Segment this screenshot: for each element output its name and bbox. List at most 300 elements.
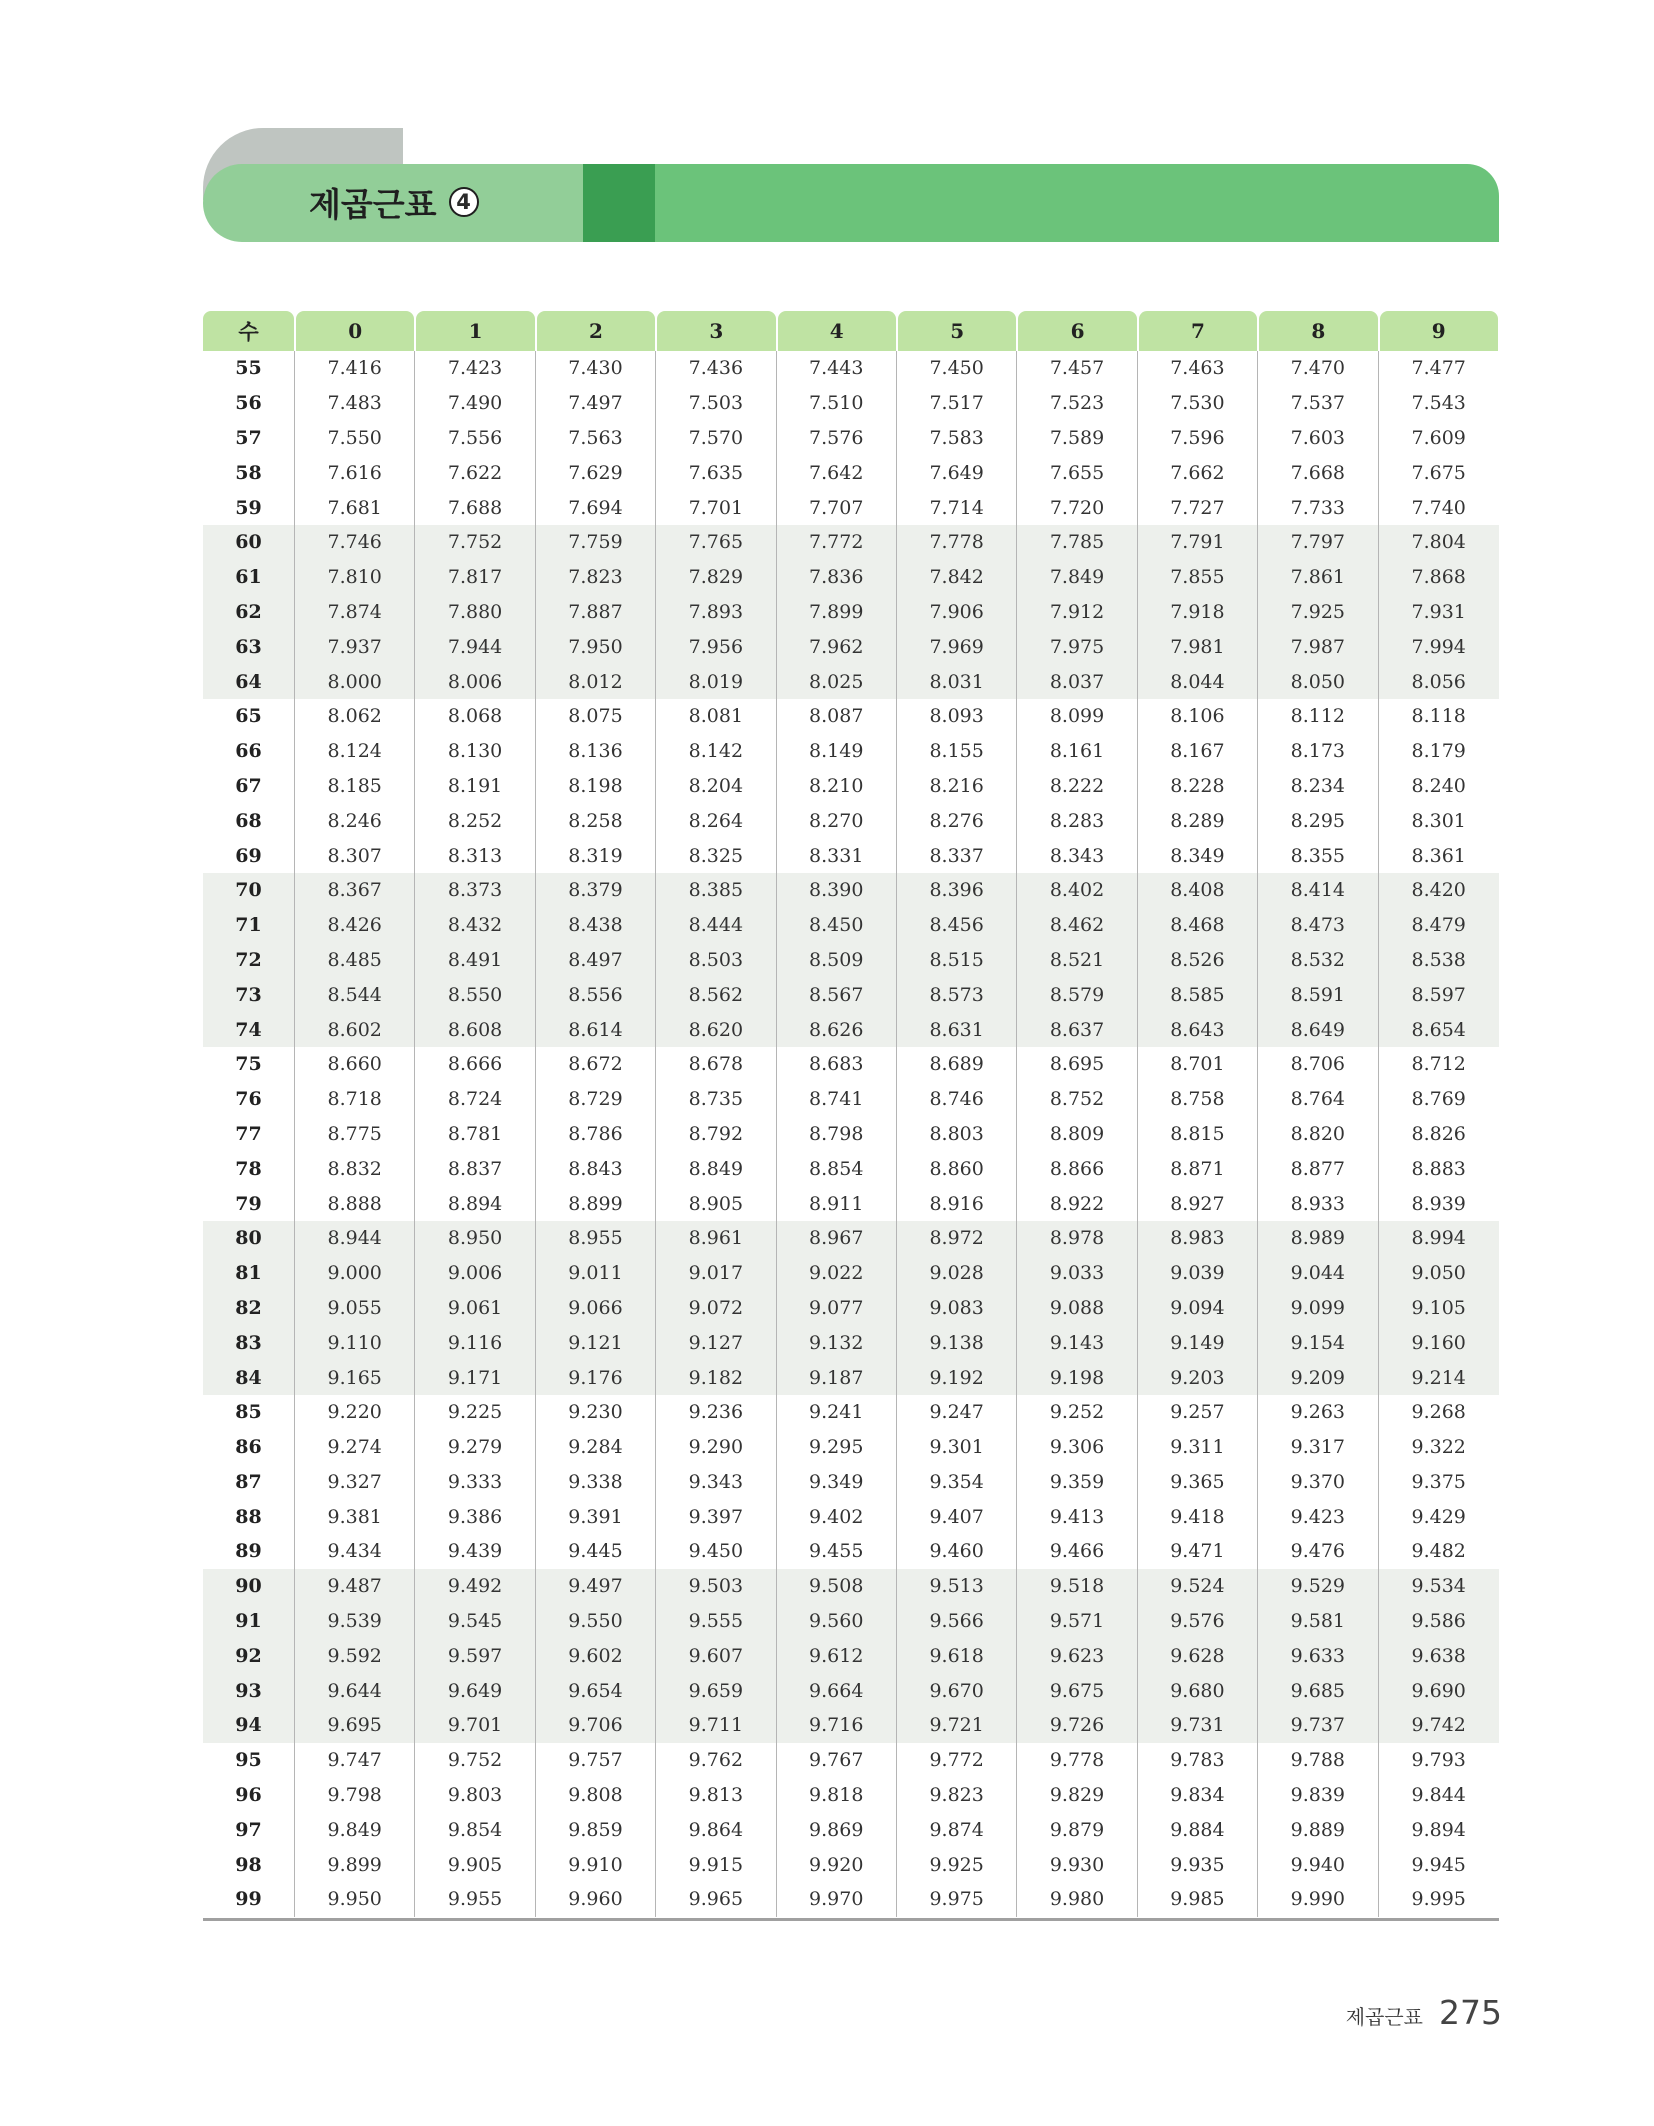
value-cell: 8.521 bbox=[1017, 943, 1137, 978]
value-cell: 8.325 bbox=[656, 838, 776, 873]
value-cell: 8.087 bbox=[777, 699, 897, 734]
value-cell: 8.741 bbox=[777, 1082, 897, 1117]
value-cell: 8.307 bbox=[295, 838, 415, 873]
value-cell: 8.000 bbox=[295, 664, 415, 699]
value-cell: 8.432 bbox=[415, 908, 535, 943]
value-cell: 9.638 bbox=[1379, 1638, 1499, 1673]
value-cell: 8.579 bbox=[1017, 977, 1137, 1012]
value-cell: 8.240 bbox=[1411, 774, 1466, 797]
value-cell: 8.124 bbox=[295, 734, 415, 769]
value-cell: 7.931 bbox=[1379, 595, 1499, 630]
value-cell: 8.246 bbox=[295, 803, 415, 838]
value-cell: 7.918 bbox=[1138, 595, 1258, 630]
value-cell: 9.788 bbox=[1258, 1743, 1378, 1778]
value-cell: 9.685 bbox=[1258, 1673, 1378, 1708]
value-cell: 9.818 bbox=[777, 1778, 897, 1813]
value-cell: 8.746 bbox=[897, 1082, 1017, 1117]
value-cell: 8.037 bbox=[1017, 664, 1137, 699]
value-cell: 9.980 bbox=[1017, 1882, 1137, 1917]
value-cell: 9.110 bbox=[295, 1325, 415, 1360]
value-cell: 9.726 bbox=[1017, 1708, 1137, 1743]
value-cell: 7.550 bbox=[295, 421, 415, 456]
value-cell: 8.349 bbox=[1138, 838, 1258, 873]
value-cell: 8.820 bbox=[1258, 1117, 1378, 1152]
value-cell: 7.893 bbox=[656, 595, 776, 630]
value-cell: 8.649 bbox=[1258, 1012, 1378, 1047]
value-cell: 7.733 bbox=[1258, 490, 1378, 525]
value-cell: 7.655 bbox=[1017, 455, 1137, 490]
value-cell: 9.747 bbox=[295, 1743, 415, 1778]
value-cell: 9.132 bbox=[777, 1325, 897, 1360]
value-cell: 8.468 bbox=[1138, 908, 1258, 943]
value-cell: 9.612 bbox=[777, 1638, 897, 1673]
value-cell: 9.762 bbox=[656, 1743, 776, 1778]
value-cell: 8.967 bbox=[777, 1221, 897, 1256]
value-cell: 7.609 bbox=[1411, 426, 1466, 449]
value-cell: 8.597 bbox=[1379, 977, 1499, 1012]
value-cell: 8.815 bbox=[1138, 1117, 1258, 1152]
value-cell: 8.106 bbox=[1138, 699, 1258, 734]
value-cell: 8.019 bbox=[656, 664, 776, 699]
value-cell: 9.116 bbox=[415, 1325, 535, 1360]
value-cell: 7.570 bbox=[656, 421, 776, 456]
value-cell: 8.608 bbox=[415, 1012, 535, 1047]
value-cell: 8.343 bbox=[1017, 838, 1137, 873]
value-cell: 7.937 bbox=[295, 629, 415, 664]
row-number-cell: 68 bbox=[203, 803, 295, 838]
value-cell: 9.268 bbox=[1411, 1401, 1466, 1424]
value-cell: 9.290 bbox=[656, 1430, 776, 1465]
value-cell: 8.062 bbox=[295, 699, 415, 734]
value-cell: 7.483 bbox=[295, 386, 415, 421]
value-cell: 9.721 bbox=[897, 1708, 1017, 1743]
value-cell: 7.490 bbox=[415, 386, 535, 421]
value-cell: 8.408 bbox=[1138, 873, 1258, 908]
row-number-cell: 76 bbox=[203, 1082, 295, 1117]
value-cell: 9.165 bbox=[295, 1360, 415, 1395]
value-cell: 9.354 bbox=[897, 1465, 1017, 1500]
value-cell: 8.922 bbox=[1017, 1186, 1137, 1221]
value-cell: 8.712 bbox=[1411, 1053, 1466, 1076]
value-cell: 7.707 bbox=[777, 490, 897, 525]
value-cell: 9.418 bbox=[1138, 1499, 1258, 1534]
value-cell: 9.413 bbox=[1017, 1499, 1137, 1534]
value-cell: 9.874 bbox=[897, 1812, 1017, 1847]
value-cell: 9.894 bbox=[1411, 1818, 1466, 1841]
value-cell: 8.479 bbox=[1379, 908, 1499, 943]
value-cell: 8.706 bbox=[1258, 1047, 1378, 1082]
value-cell: 8.161 bbox=[1017, 734, 1137, 769]
value-cell: 7.829 bbox=[656, 560, 776, 595]
value-cell: 8.056 bbox=[1379, 664, 1499, 699]
row-number-cell: 74 bbox=[203, 1012, 295, 1047]
value-cell: 7.791 bbox=[1138, 525, 1258, 560]
row-number-cell: 62 bbox=[203, 595, 295, 630]
value-cell: 9.524 bbox=[1138, 1569, 1258, 1604]
value-cell: 8.258 bbox=[536, 803, 656, 838]
value-cell: 7.849 bbox=[1017, 560, 1137, 595]
row-number-cell: 93 bbox=[203, 1673, 295, 1708]
value-cell: 9.236 bbox=[656, 1395, 776, 1430]
value-cell: 8.654 bbox=[1379, 1012, 1499, 1047]
value-cell: 9.359 bbox=[1017, 1465, 1137, 1500]
value-cell: 8.532 bbox=[1258, 943, 1378, 978]
value-cell: 8.444 bbox=[656, 908, 776, 943]
value-cell: 8.905 bbox=[656, 1186, 776, 1221]
value-cell: 8.626 bbox=[777, 1012, 897, 1047]
value-cell: 8.678 bbox=[656, 1047, 776, 1082]
value-cell: 8.283 bbox=[1017, 803, 1137, 838]
value-cell: 7.855 bbox=[1138, 560, 1258, 595]
value-cell: 9.550 bbox=[536, 1604, 656, 1639]
value-cell: 7.880 bbox=[415, 595, 535, 630]
value-cell: 8.234 bbox=[1258, 769, 1378, 804]
value-cell: 8.136 bbox=[536, 734, 656, 769]
value-cell: 8.319 bbox=[536, 838, 656, 873]
value-cell: 7.563 bbox=[536, 421, 656, 456]
value-cell: 9.772 bbox=[897, 1743, 1017, 1778]
value-cell: 7.975 bbox=[1017, 629, 1137, 664]
value-cell: 7.576 bbox=[777, 421, 897, 456]
value-cell: 8.550 bbox=[415, 977, 535, 1012]
value-cell: 9.706 bbox=[536, 1708, 656, 1743]
value-cell: 9.849 bbox=[295, 1812, 415, 1847]
value-cell: 9.813 bbox=[656, 1778, 776, 1813]
value-cell: 9.072 bbox=[656, 1291, 776, 1326]
value-cell: 9.241 bbox=[777, 1395, 897, 1430]
value-cell: 9.423 bbox=[1258, 1499, 1378, 1534]
value-cell: 7.969 bbox=[897, 629, 1017, 664]
value-cell: 9.301 bbox=[897, 1430, 1017, 1465]
value-cell: 8.044 bbox=[1138, 664, 1258, 699]
value-cell: 8.660 bbox=[295, 1047, 415, 1082]
page-footer bbox=[1346, 1993, 1502, 2032]
value-cell: 9.985 bbox=[1138, 1882, 1258, 1917]
value-cell: 7.477 bbox=[1411, 357, 1466, 380]
row-number-cell: 83 bbox=[203, 1325, 295, 1360]
value-cell: 8.462 bbox=[1017, 908, 1137, 943]
value-cell: 9.742 bbox=[1379, 1708, 1499, 1743]
value-cell: 9.203 bbox=[1138, 1360, 1258, 1395]
value-cell: 9.864 bbox=[656, 1812, 776, 1847]
value-cell: 8.955 bbox=[536, 1221, 656, 1256]
value-cell: 8.809 bbox=[1017, 1117, 1137, 1152]
value-cell: 8.602 bbox=[295, 1012, 415, 1047]
value-cell: 9.386 bbox=[415, 1499, 535, 1534]
value-cell: 9.539 bbox=[295, 1604, 415, 1639]
value-cell: 8.689 bbox=[897, 1047, 1017, 1082]
value-cell: 9.247 bbox=[897, 1395, 1017, 1430]
value-cell: 9.333 bbox=[415, 1465, 535, 1500]
value-cell: 8.068 bbox=[415, 699, 535, 734]
value-cell: 7.785 bbox=[1017, 525, 1137, 560]
value-cell: 8.911 bbox=[777, 1186, 897, 1221]
row-number-cell: 66 bbox=[203, 734, 295, 769]
value-cell: 9.209 bbox=[1258, 1360, 1378, 1395]
value-cell: 8.631 bbox=[897, 1012, 1017, 1047]
value-cell: 8.899 bbox=[536, 1186, 656, 1221]
value-cell: 9.586 bbox=[1379, 1604, 1499, 1639]
value-cell: 9.879 bbox=[1017, 1812, 1137, 1847]
value-cell: 9.975 bbox=[897, 1882, 1017, 1917]
row-number-cell: 85 bbox=[203, 1395, 295, 1430]
value-cell: 8.456 bbox=[897, 908, 1017, 943]
row-number-cell: 70 bbox=[203, 873, 295, 908]
value-cell: 9.778 bbox=[1017, 1743, 1137, 1778]
value-cell: 8.775 bbox=[295, 1117, 415, 1152]
value-cell: 9.581 bbox=[1258, 1604, 1378, 1639]
value-cell: 9.138 bbox=[897, 1325, 1017, 1360]
value-cell: 9.466 bbox=[1017, 1534, 1137, 1569]
column-header: 4 bbox=[778, 311, 896, 351]
value-cell: 7.772 bbox=[777, 525, 897, 560]
value-cell: 7.694 bbox=[536, 490, 656, 525]
value-cell: 9.839 bbox=[1258, 1778, 1378, 1813]
value-cell: 9.940 bbox=[1258, 1847, 1378, 1882]
value-cell: 9.915 bbox=[656, 1847, 776, 1882]
value-cell: 9.834 bbox=[1138, 1778, 1258, 1813]
value-cell: 9.592 bbox=[295, 1638, 415, 1673]
value-cell: 7.842 bbox=[897, 560, 1017, 595]
value-cell: 9.869 bbox=[777, 1812, 897, 1847]
value-cell: 9.225 bbox=[415, 1395, 535, 1430]
value-cell: 9.455 bbox=[777, 1534, 897, 1569]
value-cell: 7.868 bbox=[1379, 560, 1499, 595]
value-cell: 8.701 bbox=[1138, 1047, 1258, 1082]
value-cell: 7.517 bbox=[897, 386, 1017, 421]
value-cell: 7.668 bbox=[1258, 455, 1378, 490]
value-cell: 9.737 bbox=[1258, 1708, 1378, 1743]
value-cell: 9.295 bbox=[777, 1430, 897, 1465]
row-number-cell: 67 bbox=[203, 769, 295, 804]
value-cell: 9.391 bbox=[536, 1499, 656, 1534]
value-cell: 9.039 bbox=[1138, 1256, 1258, 1291]
value-cell: 9.105 bbox=[1379, 1291, 1499, 1326]
value-cell: 9.327 bbox=[295, 1465, 415, 1500]
page-title-text: 제곱근표 bbox=[309, 184, 437, 224]
value-cell: 9.094 bbox=[1138, 1291, 1258, 1326]
value-cell: 8.355 bbox=[1258, 838, 1378, 873]
value-cell: 9.965 bbox=[656, 1882, 776, 1917]
value-cell: 8.860 bbox=[897, 1151, 1017, 1186]
value-cell: 8.396 bbox=[897, 873, 1017, 908]
value-cell: 9.854 bbox=[415, 1812, 535, 1847]
row-number-cell: 99 bbox=[203, 1882, 295, 1917]
value-cell: 9.274 bbox=[295, 1430, 415, 1465]
value-cell: 8.562 bbox=[656, 977, 776, 1012]
value-cell: 9.088 bbox=[1017, 1291, 1137, 1326]
value-cell: 7.450 bbox=[897, 351, 1017, 386]
value-cell: 8.666 bbox=[415, 1047, 535, 1082]
row-number-cell: 59 bbox=[203, 490, 295, 525]
value-cell: 8.843 bbox=[536, 1151, 656, 1186]
value-cell: 8.944 bbox=[295, 1221, 415, 1256]
value-cell: 9.487 bbox=[295, 1569, 415, 1604]
value-cell: 8.414 bbox=[1258, 873, 1378, 908]
value-cell: 8.331 bbox=[777, 838, 897, 873]
row-number-cell: 80 bbox=[203, 1221, 295, 1256]
row-number-cell: 69 bbox=[203, 838, 295, 873]
value-cell: 9.311 bbox=[1138, 1430, 1258, 1465]
value-cell: 9.214 bbox=[1379, 1360, 1499, 1395]
value-cell: 7.701 bbox=[656, 490, 776, 525]
section-banner bbox=[203, 128, 1499, 242]
value-cell: 9.654 bbox=[536, 1673, 656, 1708]
value-cell: 8.012 bbox=[536, 664, 656, 699]
value-cell: 8.473 bbox=[1258, 908, 1378, 943]
footer-label: 제곱근표 bbox=[1345, 2005, 1423, 2029]
value-cell: 7.759 bbox=[536, 525, 656, 560]
value-cell: 9.083 bbox=[897, 1291, 1017, 1326]
value-cell: 7.887 bbox=[536, 595, 656, 630]
value-cell: 9.664 bbox=[777, 1673, 897, 1708]
value-cell: 8.373 bbox=[415, 873, 535, 908]
value-cell: 9.680 bbox=[1138, 1673, 1258, 1708]
value-cell: 8.112 bbox=[1258, 699, 1378, 734]
row-number-cell: 64 bbox=[203, 664, 295, 699]
value-cell: 8.179 bbox=[1411, 740, 1466, 763]
section-number-badge: 4 bbox=[449, 187, 479, 217]
value-cell: 8.515 bbox=[897, 943, 1017, 978]
value-cell: 9.397 bbox=[656, 1499, 776, 1534]
value-cell: 9.022 bbox=[777, 1256, 897, 1291]
value-cell: 8.025 bbox=[777, 664, 897, 699]
value-cell: 8.050 bbox=[1258, 664, 1378, 699]
value-cell: 9.182 bbox=[656, 1360, 776, 1395]
value-cell: 8.173 bbox=[1258, 734, 1378, 769]
value-cell: 8.916 bbox=[897, 1186, 1017, 1221]
value-cell: 8.752 bbox=[1017, 1082, 1137, 1117]
value-cell: 8.252 bbox=[415, 803, 535, 838]
value-cell: 8.544 bbox=[295, 977, 415, 1012]
value-cell: 9.560 bbox=[777, 1604, 897, 1639]
value-cell: 8.185 bbox=[295, 769, 415, 804]
value-cell: 9.044 bbox=[1258, 1256, 1378, 1291]
column-header: 7 bbox=[1139, 311, 1257, 351]
value-cell: 9.011 bbox=[536, 1256, 656, 1291]
value-cell: 9.910 bbox=[536, 1847, 656, 1882]
value-cell: 7.470 bbox=[1258, 351, 1378, 386]
value-cell: 8.222 bbox=[1017, 769, 1137, 804]
value-cell: 9.066 bbox=[536, 1291, 656, 1326]
value-cell: 8.983 bbox=[1138, 1221, 1258, 1256]
value-cell: 9.935 bbox=[1138, 1847, 1258, 1882]
value-cell: 8.301 bbox=[1411, 809, 1466, 832]
row-number-cell: 97 bbox=[203, 1812, 295, 1847]
row-number-cell: 77 bbox=[203, 1117, 295, 1152]
value-cell: 7.944 bbox=[415, 629, 535, 664]
value-cell: 7.510 bbox=[777, 386, 897, 421]
value-cell: 8.591 bbox=[1258, 977, 1378, 1012]
value-cell: 8.994 bbox=[1379, 1221, 1499, 1256]
table-bottom-rule bbox=[203, 1918, 1499, 1921]
value-cell: 8.729 bbox=[536, 1082, 656, 1117]
value-cell: 8.420 bbox=[1379, 873, 1499, 908]
value-cell: 7.861 bbox=[1258, 560, 1378, 595]
value-cell: 9.695 bbox=[295, 1708, 415, 1743]
value-cell: 8.792 bbox=[656, 1117, 776, 1152]
value-cell: 8.832 bbox=[295, 1151, 415, 1186]
banner-accent-block bbox=[583, 164, 655, 242]
value-cell: 7.583 bbox=[897, 421, 1017, 456]
value-cell: 9.497 bbox=[536, 1569, 656, 1604]
row-number-cell: 71 bbox=[203, 908, 295, 943]
value-cell: 8.198 bbox=[536, 769, 656, 804]
value-cell: 7.662 bbox=[1138, 455, 1258, 490]
value-cell: 8.191 bbox=[415, 769, 535, 804]
value-cell: 8.883 bbox=[1411, 1157, 1466, 1180]
value-cell: 8.978 bbox=[1017, 1221, 1137, 1256]
value-cell: 9.945 bbox=[1411, 1853, 1466, 1876]
value-cell: 8.450 bbox=[777, 908, 897, 943]
value-cell: 8.270 bbox=[777, 803, 897, 838]
value-cell: 7.603 bbox=[1258, 421, 1378, 456]
value-cell: 9.252 bbox=[1017, 1395, 1137, 1430]
row-number-cell: 88 bbox=[203, 1499, 295, 1534]
row-number-cell: 73 bbox=[203, 977, 295, 1012]
value-cell: 7.463 bbox=[1138, 351, 1258, 386]
row-number-cell: 96 bbox=[203, 1778, 295, 1813]
row-number-cell: 55 bbox=[203, 351, 295, 386]
value-cell: 7.981 bbox=[1138, 629, 1258, 664]
value-cell: 9.529 bbox=[1258, 1569, 1378, 1604]
value-cell: 8.972 bbox=[897, 1221, 1017, 1256]
value-cell: 9.859 bbox=[536, 1812, 656, 1847]
value-cell: 9.798 bbox=[295, 1778, 415, 1813]
value-cell: 8.099 bbox=[1017, 699, 1137, 734]
row-number-cell: 86 bbox=[203, 1430, 295, 1465]
value-cell: 9.990 bbox=[1258, 1882, 1378, 1917]
value-cell: 9.545 bbox=[415, 1604, 535, 1639]
value-cell: 9.482 bbox=[1411, 1540, 1466, 1563]
value-cell: 9.257 bbox=[1138, 1395, 1258, 1430]
value-cell: 9.783 bbox=[1138, 1743, 1258, 1778]
value-cell: 9.566 bbox=[897, 1604, 1017, 1639]
value-cell: 9.263 bbox=[1258, 1395, 1378, 1430]
value-cell: 9.950 bbox=[295, 1882, 415, 1917]
value-cell: 9.028 bbox=[897, 1256, 1017, 1291]
column-header-number: 수 bbox=[203, 311, 294, 351]
value-cell: 8.866 bbox=[1017, 1151, 1137, 1186]
value-cell: 8.961 bbox=[656, 1221, 776, 1256]
value-cell: 9.192 bbox=[897, 1360, 1017, 1395]
value-cell: 7.746 bbox=[295, 525, 415, 560]
value-cell: 7.497 bbox=[536, 386, 656, 421]
row-number-cell: 90 bbox=[203, 1569, 295, 1604]
value-cell: 9.597 bbox=[415, 1638, 535, 1673]
value-cell: 8.585 bbox=[1138, 977, 1258, 1012]
value-cell: 9.230 bbox=[536, 1395, 656, 1430]
value-cell: 9.099 bbox=[1258, 1291, 1378, 1326]
value-cell: 8.927 bbox=[1138, 1186, 1258, 1221]
value-cell: 9.690 bbox=[1379, 1673, 1499, 1708]
value-cell: 8.337 bbox=[897, 838, 1017, 873]
value-cell: 8.888 bbox=[295, 1186, 415, 1221]
value-cell: 7.649 bbox=[897, 455, 1017, 490]
value-cell: 8.620 bbox=[656, 1012, 776, 1047]
value-cell: 9.317 bbox=[1258, 1430, 1378, 1465]
value-cell: 8.093 bbox=[897, 699, 1017, 734]
banner-right-panel bbox=[655, 164, 1499, 242]
value-cell: 8.798 bbox=[777, 1117, 897, 1152]
row-number-cell: 78 bbox=[203, 1151, 295, 1186]
value-cell: 8.118 bbox=[1411, 705, 1466, 728]
value-cell: 8.718 bbox=[295, 1082, 415, 1117]
value-cell: 8.695 bbox=[1017, 1047, 1137, 1082]
row-number-cell: 57 bbox=[203, 421, 295, 456]
value-cell: 9.675 bbox=[1017, 1673, 1137, 1708]
value-cell: 8.769 bbox=[1411, 1088, 1466, 1111]
